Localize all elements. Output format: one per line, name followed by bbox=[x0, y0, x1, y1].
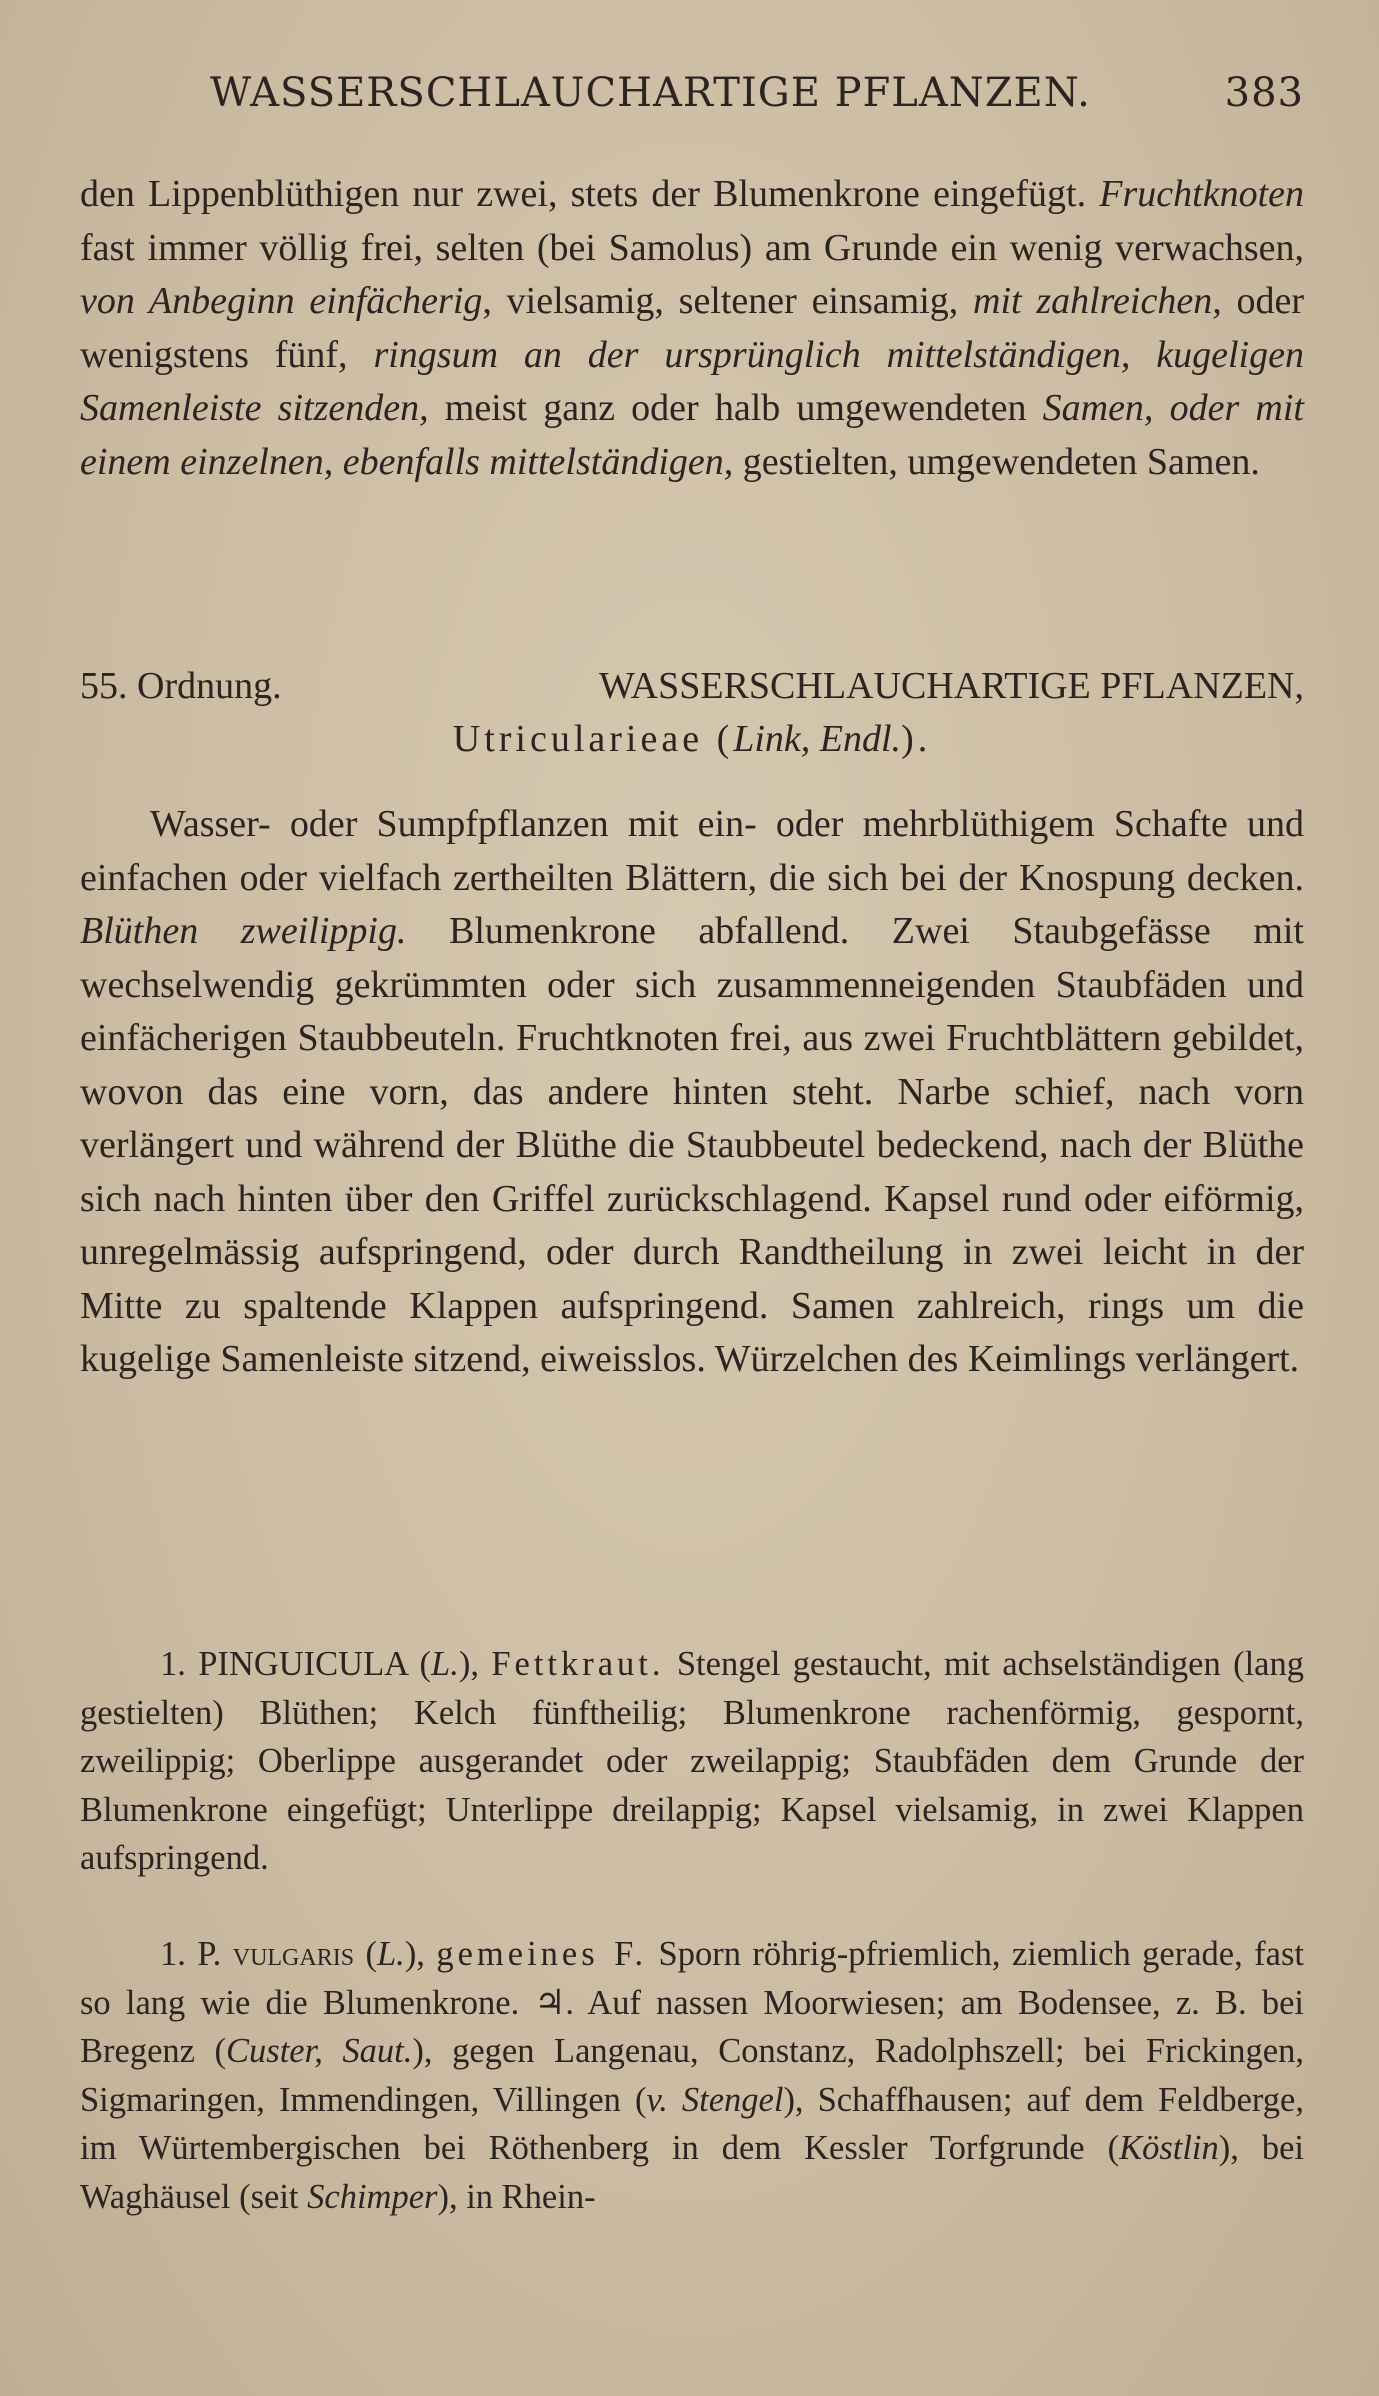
order-description: Wasser- oder Sumpfpflanzen mit ein- oder mehrblüthigem Schafte und einfachen oder vielfach zertheilten Blättern, die sich bei der Knospung decken. Blüthen zweilippig. Blumenkrone abfallend. Zwei Staubgefässe mit wechselwendig gekrümmten oder sich zusammenneigenden Staubfäden und einfächerigen Staubbeuteln. Fruchtknoten frei, aus zwei Fruchtblättern gebildet, wovon das eine vorn, das andere hinten steht. Narbe schief, nach vorn verlängert und während der Blüthe die Staubbeutel bedeckend, nach der Blüthe sich nach hinten über den Griffel zurückschlagend. Kapsel rund oder eiförmig, unregelmässig aufspringend, oder durch Randtheilung in zwei leicht in der Mitte zu spaltende Klappen aufspringend. Samen zahlreich, rings um die kugelige Samenleiste sitzend, eiweisslos. Würzelchen des Keimlings verlängert. bbox=[80, 803, 1304, 1380]
order-title: WASSERSCHLAUCHARTIGE PFLANZEN, bbox=[599, 665, 1304, 707]
species-entry: 1. P. vulgaris (L.), gemeines F. Sporn röhrig-pfriemlich, ziemlich gerade, fast so lang wie die Blumenkrone. ♃. Auf nassen Moorwiesen; am Bodensee, z. B. bei Bregenz (Custer, Saut.), gegen Langenau, Constanz, Radolphszell; bei Frickingen, Sigmaringen, Immendingen, Villingen (v. Stengel), Schaffhausen; auf dem Feldberge, im Würtembergischen bei Röthenberg in dem Kessler Torfgrunde (Köstlin), bei Waghäusel (seit Schimper), in Rhein- bbox=[80, 1935, 1304, 2216]
intro-paragraph: den Lippenblüthigen nur zwei, stets der Blumenkrone eingefügt. Fruchtknoten fast immer völlig frei, selten (bei Samolus) am Grunde ein wenig verwachsen, von Anbeginn einfächerig, vielsamig, seltener einsamig, mit zahlreichen, oder wenigstens fünf, ringsum an der ursprünglich mittelständigen, kugeligen Samenleiste sitzenden, meist ganz oder halb umgewendeten Samen, oder mit einem einzelnen, ebenfalls mittelständigen, gestielten, umgewendeten Samen. bbox=[80, 173, 1304, 483]
genus-common-name: Fettkraut. bbox=[491, 1645, 665, 1683]
order-latin-name: Utricularieae (Link, Endl.). bbox=[452, 718, 932, 760]
running-title: WASSERSCHLAUCHARTIGE PFLANZEN. bbox=[210, 70, 1091, 116]
genus-entry: 1. PINGUICULA (L.), Fettkraut. Stengel gestaucht, mit achselständigen (lang gestielten) Blüthen; Kelch fünftheilig; Blumenkrone rachenförmig, gespornt, zweilippig; Oberlippe ausgerandet oder zweilappig; Staubfäden dem Grunde der Blumenkrone eingefügt; Unterlippe dreilappig; Kapsel vielsamig, in zwei Klappen aufspringend. bbox=[80, 1645, 1304, 1877]
order-number: 55. Ordnung. bbox=[80, 665, 282, 707]
page-number: 383 bbox=[1224, 70, 1304, 116]
genus-name: 1. PINGUICULA bbox=[160, 1645, 408, 1683]
order-heading bbox=[80, 660, 1304, 766]
species-name: vulgaris bbox=[232, 1935, 355, 1973]
species-common-name: gemeines F. bbox=[436, 1935, 648, 1973]
page-header bbox=[210, 70, 1304, 116]
